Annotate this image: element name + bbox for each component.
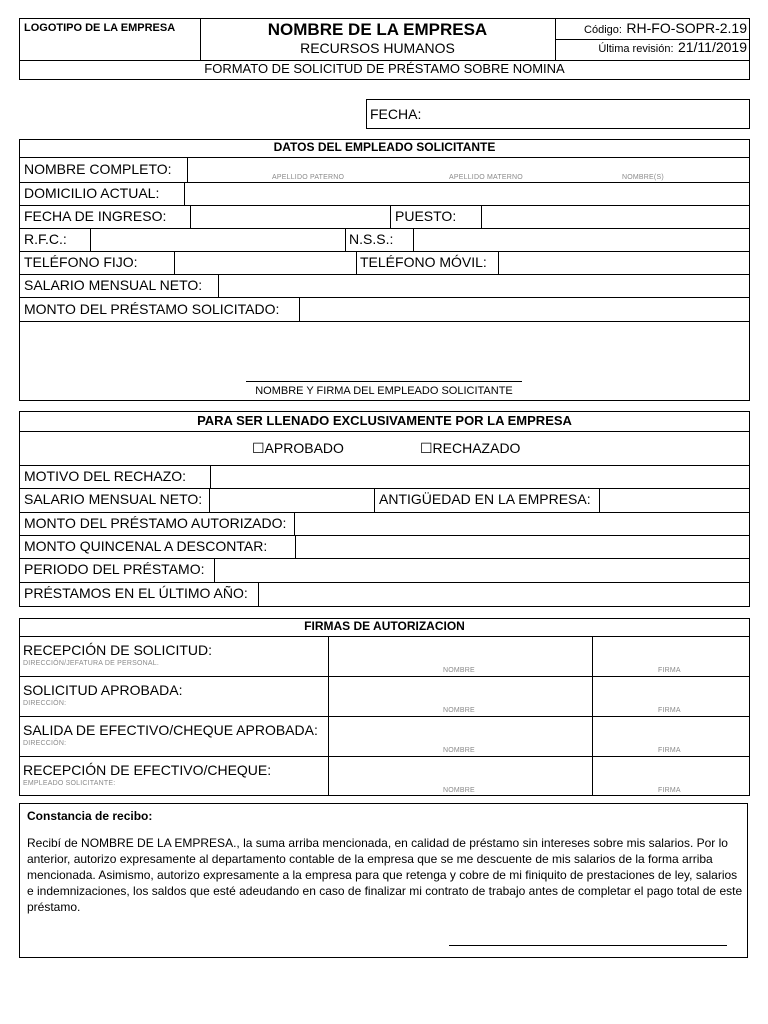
row-line <box>19 431 750 432</box>
position-input[interactable] <box>482 206 749 228</box>
loan-period-input[interactable] <box>215 559 749 582</box>
approved-checkbox[interactable]: ☐APROBADO <box>252 440 344 456</box>
auth-name-hint: NOMBRE <box>443 707 475 714</box>
revision-value: 21/11/2019 <box>677 39 747 55</box>
employee-section-title: DATOS DEL EMPLEADO SOLICITANTE <box>273 140 496 154</box>
cell-divider <box>390 205 391 228</box>
receipt-body: Recibí de NOMBRE DE LA EMPRESA., la suma arriba mencionada, en calidad de préstamo sin intereses sobre mis salarios. Por lo anterior, autorizo expresamente al departamento contable de la empresa que se me descuente de mis salarios de la forma arriba mencionada. Asimismo, autorizo expresamente a la empresa para que retenga y cobre de mi finiquito de prestaciones de ley, salarios e indemnizaciones, los saldos que esté adeudando en caso de finalizar mi contrato de trabajo antes de completar el pago total de este préstamo. <box>27 836 743 914</box>
nss-label: N.S.S.: <box>349 231 394 247</box>
seniority-input[interactable] <box>600 489 749 512</box>
auth-name-hint: NOMBRE <box>443 747 475 754</box>
company-net-salary-label: SALARIO MENSUAL NETO: <box>24 491 203 507</box>
receipt-title: Constancia de recibo: <box>27 809 153 823</box>
auth-name-hint: NOMBRE <box>443 667 475 674</box>
auth-signature-hint: FIRMA <box>658 667 681 674</box>
revision-date <box>555 40 747 56</box>
auth-signature-hint: FIRMA <box>658 707 681 714</box>
rejected-checkbox[interactable]: ☐RECHAZADO <box>420 440 521 456</box>
revision-label: Última revisión: <box>598 43 674 55</box>
auth-row-label: SALIDA DE EFECTIVO/CHEQUE APROBADA: <box>23 722 318 738</box>
cell-divider <box>345 228 346 251</box>
loans-last-year-input[interactable] <box>259 583 749 606</box>
net-salary-label: SALARIO MENSUAL NETO: <box>24 277 203 293</box>
auth-signature-hint: FIRMA <box>658 787 681 794</box>
auth-row-label: RECEPCIÓN DE EFECTIVO/CHEQUE: <box>23 762 272 778</box>
landline-label: TELÉFONO FIJO: <box>24 254 138 270</box>
department-name: RECURSOS HUMANOS <box>300 40 455 56</box>
biweekly-deduction-input[interactable] <box>296 536 749 558</box>
company-section-title: PARA SER LLENADO EXCLUSIVAMENTE POR LA EMPRESA <box>197 413 572 428</box>
landline-input[interactable] <box>175 252 356 274</box>
mobile-input[interactable] <box>499 252 749 274</box>
code-label: Código: <box>584 24 622 36</box>
auth-row-sub: DIRECCIÓN: <box>23 700 67 707</box>
company-logo-placeholder: LOGOTIPO DE LA EMPRESA <box>24 22 176 34</box>
cell-divider <box>356 251 357 274</box>
seniority-label: ANTIGÜEDAD EN LA EMPRESA: <box>379 491 591 507</box>
authorized-amount-label: MONTO DEL PRÉSTAMO AUTORIZADO: <box>24 515 287 531</box>
receipt-signature-line[interactable] <box>449 945 727 946</box>
mobile-label: TELÉFONO MÓVIL: <box>360 254 487 270</box>
form-title: FORMATO DE SOLICITUD DE PRÉSTAMO SOBRE NOMINA <box>204 61 565 76</box>
rfc-input[interactable] <box>91 229 345 251</box>
loan-amount-input[interactable] <box>300 298 749 321</box>
auth-row-label: SOLICITUD APROBADA: <box>23 682 183 698</box>
auth-name-hint: NOMBRE <box>443 787 475 794</box>
authorized-amount-input[interactable] <box>295 513 749 535</box>
second-last-name-hint: APELLIDO MATERNO <box>449 174 523 181</box>
loan-amount-label: MONTO DEL PRÉSTAMO SOLICITADO: <box>24 301 280 317</box>
auth-signature-hint: FIRMA <box>658 747 681 754</box>
position-label: PUESTO: <box>395 208 457 224</box>
address-input[interactable] <box>185 183 749 205</box>
company-net-salary-input[interactable] <box>210 489 374 512</box>
date-label: FECHA: <box>370 106 422 122</box>
full-name-label: NOMBRE COMPLETO: <box>24 161 172 177</box>
auth-row-sub: DIRECCIÓN/JEFATURA DE PERSONAL. <box>23 660 159 667</box>
biweekly-deduction-label: MONTO QUINCENAL A DESCONTAR: <box>24 538 268 554</box>
document-code <box>555 21 747 37</box>
company-name: NOMBRE DE LA EMPRESA <box>267 20 488 39</box>
authorization-section-title: FIRMAS DE AUTORIZACION <box>304 619 465 633</box>
loan-period-label: PERIODO DEL PRÉSTAMO: <box>24 561 205 577</box>
code-value: RH-FO-SOPR-2.19 <box>626 20 747 36</box>
rfc-label: R.F.C.: <box>24 231 67 247</box>
net-salary-input[interactable] <box>219 275 749 297</box>
auth-row-sub: EMPLEADO SOLICITANTE: <box>23 780 116 787</box>
date-field[interactable] <box>366 99 750 129</box>
cell-divider <box>374 488 375 512</box>
hire-date-input[interactable] <box>191 206 390 228</box>
auth-row-sub: DIRECCIÓN: <box>23 740 67 747</box>
signature-line <box>246 381 522 382</box>
rejection-reason-label: MOTIVO DEL RECHAZO: <box>24 468 187 484</box>
rejection-reason-input[interactable] <box>211 466 749 488</box>
loans-last-year-label: PRÉSTAMOS EN EL ÚLTIMO AÑO: <box>24 585 248 601</box>
hire-date-label: FECHA DE INGRESO: <box>24 208 167 224</box>
auth-row-label: RECEPCIÓN DE SOLICITUD: <box>23 642 213 658</box>
employee-signature-caption: NOMBRE Y FIRMA DEL EMPLEADO SOLICITANTE <box>255 385 513 397</box>
address-label: DOMICILIO ACTUAL: <box>24 185 160 201</box>
nss-input[interactable] <box>414 229 749 251</box>
given-names-hint: NOMBRE(S) <box>622 174 664 181</box>
last-name-hint: APELLIDO PATERNO <box>272 174 345 181</box>
